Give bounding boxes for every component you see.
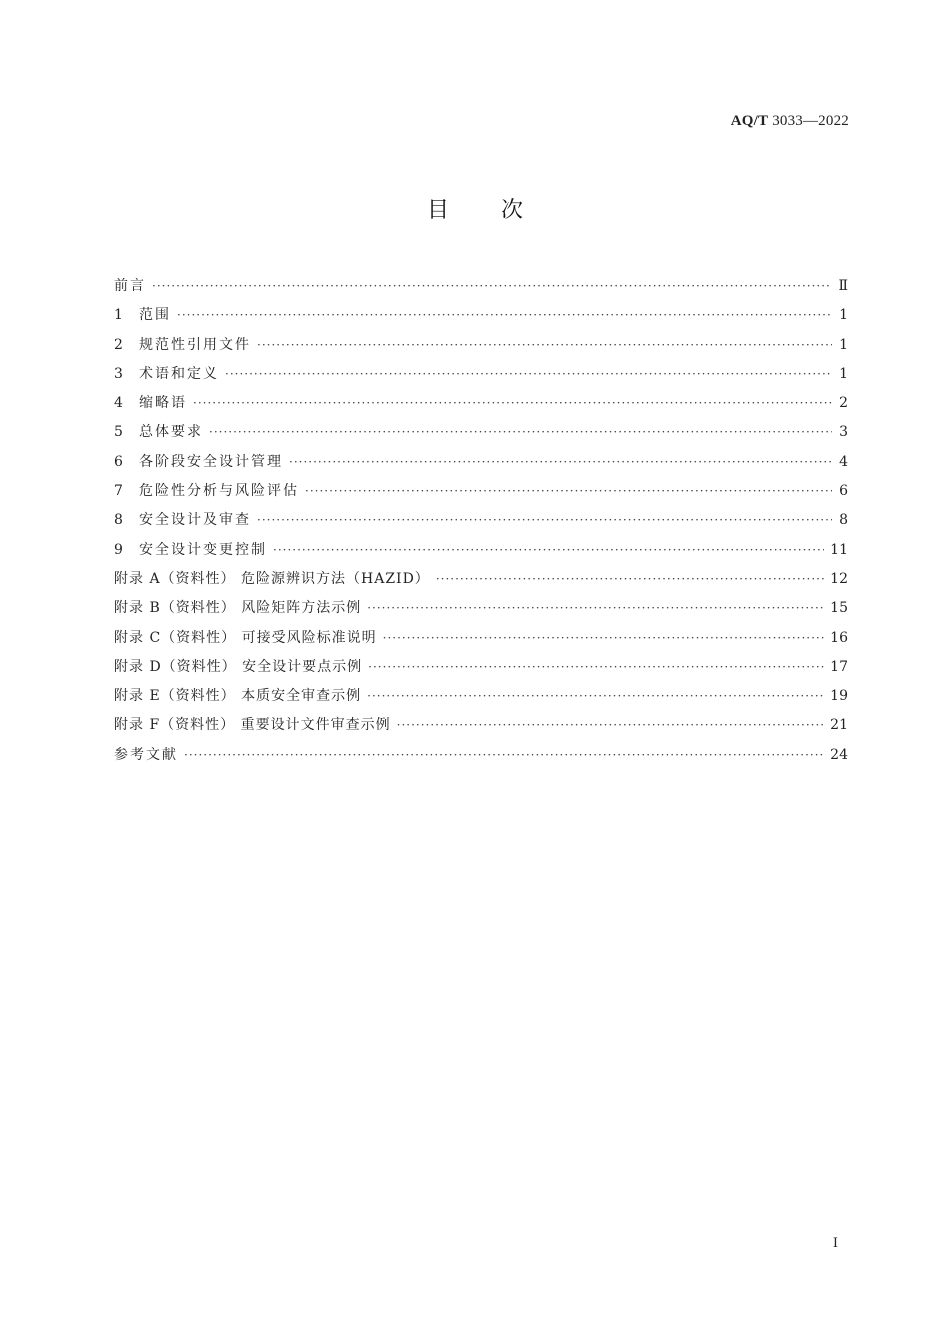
toc-entry-page: 1	[839, 336, 848, 353]
toc-leader-dots	[383, 624, 825, 653]
toc-leader-dots	[225, 360, 832, 389]
toc-entry-label: 规范性引用文件	[139, 336, 251, 353]
toc-entry[interactable]	[114, 536, 848, 565]
toc-entry-number: 2	[114, 336, 123, 353]
toc-entry-label: 附录 F（资料性） 重要设计文件审查示例	[114, 717, 391, 734]
toc-entry-number: 4	[114, 395, 123, 412]
toc-entry-number: 3	[114, 365, 123, 382]
toc-entry-page: 1	[839, 365, 848, 382]
toc-entry-label: 附录 A（资料性） 危险源辨识方法（HAZID）	[114, 570, 430, 587]
toc-entry[interactable]	[114, 418, 848, 447]
toc-entry-page: 16	[830, 629, 848, 646]
toc-entry-annex[interactable]	[114, 711, 848, 740]
toc-entry-number: 7	[114, 483, 123, 500]
toc-entry-label: 各阶段安全设计管理	[139, 453, 283, 470]
toc-entry-label: 缩略语	[139, 395, 187, 412]
toc-entry[interactable]	[114, 741, 848, 770]
toc-entry-page: 3	[839, 424, 848, 441]
toc-entry[interactable]	[114, 272, 848, 301]
toc-leader-dots	[257, 331, 832, 360]
toc-entry-page: 17	[830, 658, 848, 675]
toc-entry-label: 附录 D（资料性） 安全设计要点示例	[114, 658, 363, 675]
toc-entry-label: 参考文献	[114, 746, 178, 763]
toc-entry-page: Ⅱ	[838, 278, 848, 294]
toc-entry[interactable]	[114, 477, 848, 506]
toc-entry-number: 9	[114, 541, 123, 558]
toc-entry-label: 总体要求	[139, 424, 203, 441]
toc-entry-page: 4	[839, 453, 848, 470]
toc-leader-dots	[367, 682, 824, 711]
toc-leader-dots	[367, 594, 824, 623]
document-code-prefix: AQ/T	[730, 113, 769, 129]
toc-entry-label: 安全设计变更控制	[139, 541, 267, 558]
toc-entry-annex[interactable]	[114, 565, 848, 594]
toc-leader-dots	[184, 741, 824, 770]
toc-entry-annex[interactable]	[114, 594, 848, 623]
toc-entry-label: 附录 B（资料性） 风险矩阵方法示例	[114, 600, 362, 617]
toc-leader-dots	[152, 272, 832, 301]
toc-title: 目次	[426, 198, 575, 223]
toc-leader-dots	[273, 536, 824, 565]
toc-entry-number: 5	[114, 424, 123, 441]
toc-leader-dots	[209, 418, 832, 447]
toc-entry[interactable]	[114, 301, 848, 330]
toc-entry-page: 19	[830, 688, 848, 705]
toc-leader-dots	[193, 389, 832, 418]
toc-entry-number: 1	[114, 307, 123, 324]
toc-entry-page: 21	[830, 717, 848, 734]
toc-entry-annex[interactable]	[114, 624, 848, 653]
toc-entry-label: 前言	[114, 278, 146, 294]
toc-entry-page: 1	[839, 307, 848, 324]
toc-entry-page: 8	[839, 512, 848, 529]
toc-entry-label: 术语和定义	[139, 365, 219, 382]
toc-entry[interactable]	[114, 389, 848, 418]
page-number: I	[832, 1236, 838, 1251]
document-code	[731, 113, 849, 130]
toc-entry-label: 附录 E（资料性） 本质安全审查示例	[114, 688, 362, 705]
toc-leader-dots	[397, 711, 825, 740]
toc-entry[interactable]	[114, 506, 848, 535]
document-code-number: 3033—2022	[772, 113, 849, 129]
toc-entry-label: 危险性分析与风险评估	[139, 483, 299, 500]
toc-entry[interactable]	[114, 448, 848, 477]
toc-entry-page: 11	[830, 541, 848, 558]
toc-entry-page: 2	[839, 395, 848, 412]
toc-entry[interactable]	[114, 360, 848, 389]
toc-leader-dots	[289, 448, 832, 477]
toc-leader-dots	[305, 477, 832, 506]
toc-entry-label: 附录 C（资料性） 可接受风险标准说明	[114, 629, 377, 646]
toc-entry-page: 15	[830, 600, 848, 617]
toc-leader-dots	[436, 565, 824, 594]
toc-entry-annex[interactable]	[114, 682, 848, 711]
toc-leader-dots	[177, 301, 832, 330]
toc-entry-label: 范围	[139, 307, 171, 324]
toc-entry-page: 12	[830, 570, 848, 587]
toc-leader-dots	[368, 653, 824, 682]
table-of-contents	[114, 272, 848, 770]
toc-entry-annex[interactable]	[114, 653, 848, 682]
toc-leader-dots	[257, 506, 832, 535]
toc-entry-page: 6	[839, 483, 848, 500]
toc-entry-label: 安全设计及审查	[139, 512, 251, 529]
toc-entry-number: 8	[114, 512, 123, 529]
toc-entry[interactable]	[114, 331, 848, 360]
toc-entry-page: 24	[830, 746, 848, 763]
toc-entry-number: 6	[114, 453, 123, 470]
